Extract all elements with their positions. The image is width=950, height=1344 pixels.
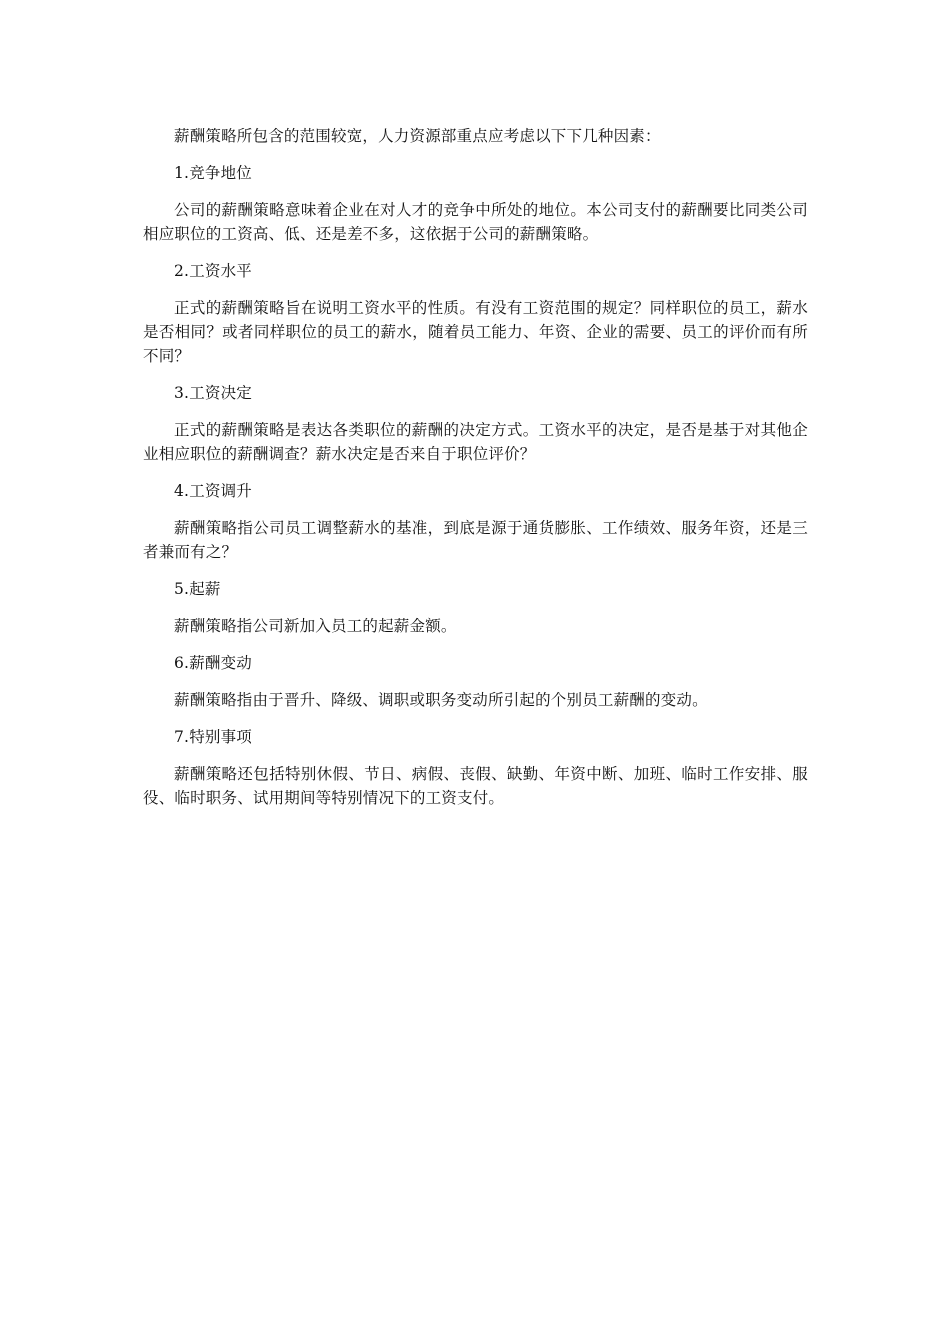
section-heading-4: 4.工资调升	[174, 482, 252, 500]
section-body-5: 薪酬策略指公司新加入员工的起薪金额。	[174, 617, 457, 635]
section-heading-7: 7.特别事项	[174, 728, 252, 746]
section-body-2: 正式的薪酬策略旨在说明工资水平的性质。有没有工资范围的规定？同样职位的员工，薪水是否相同？或者同样职位的员工的薪水，随着员工能力、年资、企业的需要、员工的评价而有所不同？	[143, 299, 808, 365]
section-heading-5: 5.起薪	[174, 580, 221, 598]
section-heading-2: 2.工资水平	[174, 262, 252, 280]
document-page	[143, 124, 808, 810]
section-heading-1: 1.竞争地位	[174, 164, 252, 182]
section-body-7: 薪酬策略还包括特别休假、节日、病假、丧假、缺勤、年资中断、加班、临时工作安排、服役、临时职务、试用期间等特别情况下的工资支付。	[143, 765, 808, 807]
section-body-3: 正式的薪酬策略是表达各类职位的薪酬的决定方式。工资水平的决定，是否是基于对其他企业相应职位的薪酬调查？薪水决定是否来自于职位评价？	[143, 421, 808, 463]
section-heading-6: 6.薪酬变动	[174, 654, 252, 672]
intro-paragraph: 薪酬策略所包含的范围较宽，人力资源部重点应考虑以下下几种因素：	[174, 127, 661, 145]
section-body-1: 公司的薪酬策略意味着企业在对人才的竞争中所处的地位。本公司支付的薪酬要比同类公司相应职位的工资高、低、还是差不多，这依据于公司的薪酬策略。	[143, 201, 808, 243]
section-heading-3: 3.工资决定	[174, 384, 252, 402]
section-body-4: 薪酬策略指公司员工调整薪水的基准，到底是源于通货膨胀、工作绩效、服务年资，还是三者兼而有之？	[143, 519, 808, 561]
section-body-6: 薪酬策略指由于晋升、降级、调职或职务变动所引起的个别员工薪酬的变动。	[174, 691, 708, 709]
